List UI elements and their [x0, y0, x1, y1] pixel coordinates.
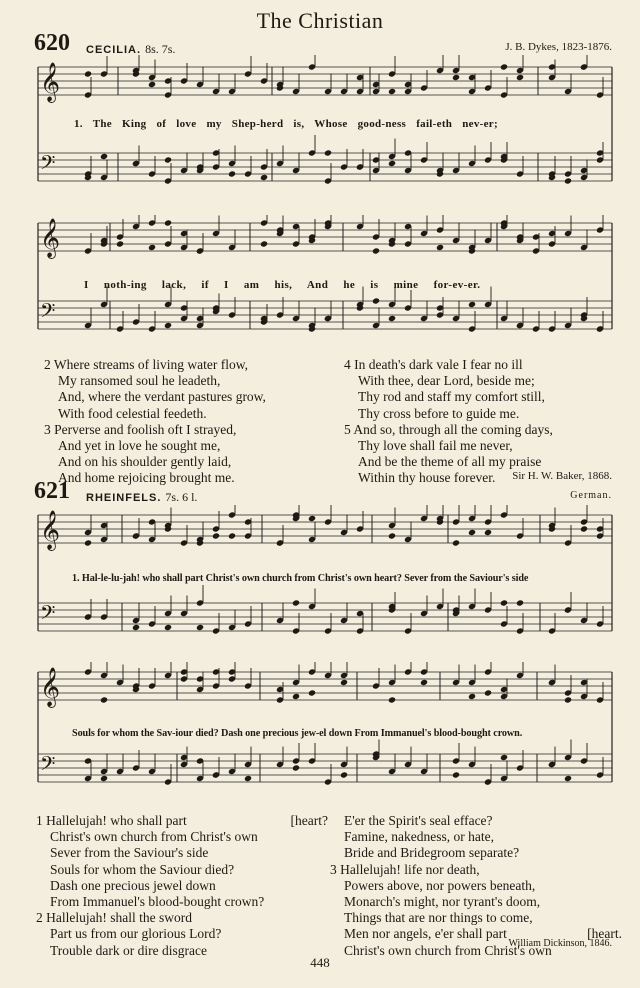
note-head: [564, 177, 572, 184]
note-head: [196, 624, 204, 631]
note-head: [468, 529, 476, 536]
verses-right: [330, 813, 622, 959]
lyric-line: 1. Hal-le-lu-jah! who shall part Christ's own church from Christ's own heart? Sever from the Saviour's side: [72, 573, 529, 584]
bass-clef: 𝄢: [40, 151, 56, 179]
note-head: [388, 160, 396, 167]
verse-line: Dash one precious jewel down: [50, 877, 216, 893]
verse-line: With food celestial feedeth.: [58, 405, 207, 421]
note-head: [164, 219, 172, 226]
bass-clef: 𝄢: [40, 601, 56, 629]
bass-clef: 𝄢: [40, 752, 56, 780]
note-head: [244, 775, 252, 782]
note-head: [484, 529, 492, 536]
turnover: [heart.: [587, 926, 622, 942]
verse-line: Monarch's might, nor tyrant's doom,: [344, 894, 541, 910]
note-head: [260, 174, 268, 181]
page-number: 448: [310, 955, 330, 970]
note-head: [164, 624, 172, 631]
note-head: [388, 532, 396, 539]
verse-line: E'er the Spirit's seal efface?: [344, 813, 493, 828]
verse-line: Men nor angels, e'er shall part [heart.: [344, 926, 622, 942]
verse-line: 3 Perverse and foolish oft I strayed,: [44, 421, 237, 437]
verse-line: And, where the verdant pastures grow,: [58, 389, 266, 405]
note-head: [500, 599, 508, 606]
treble-clef: 𝄞: [40, 218, 61, 258]
note-head: [308, 515, 316, 522]
note-head: [116, 240, 124, 247]
note-head: [452, 74, 460, 81]
page-title: The Christian: [256, 8, 384, 33]
note-head: [148, 81, 156, 88]
note-head: [324, 149, 332, 156]
verse-line: Powers above, nor powers beneath,: [344, 877, 536, 893]
note-head: [516, 599, 524, 606]
verse-line: Thy rod and staff my comfort still,: [358, 389, 545, 405]
note-head: [388, 315, 396, 322]
note-head: [84, 70, 92, 77]
verse-line: Bride and Bridegroom separate?: [344, 845, 520, 861]
bass-clef: 𝄢: [40, 299, 56, 327]
lyric-line: I noth-ing lack, if I am his, And he is mine for-ev-er.: [84, 279, 481, 291]
note-head: [212, 532, 220, 539]
verses-left: [36, 813, 328, 959]
note-head: [436, 244, 444, 251]
note-head: [340, 771, 348, 778]
verse-line: Christ's own church from Christ's own: [50, 829, 258, 845]
verse-line: And home rejoicing brought me.: [58, 470, 235, 486]
verse-line: Sever from the Saviour's side: [50, 845, 209, 861]
composer-credit: J. B. Dykes, 1823-1876.: [505, 41, 612, 53]
note-head: [452, 771, 460, 778]
note-head: [564, 775, 572, 782]
verse-line: 2 Hallelujah! shall the sword: [36, 910, 192, 926]
verse-line: Part us from our glorious Lord?: [50, 926, 222, 942]
treble-clef: 𝄞: [40, 667, 61, 707]
author-credit: Sir H. W. Baker, 1868.: [512, 470, 612, 482]
hymn-number: 620: [34, 30, 70, 56]
note-head: [228, 532, 236, 539]
verse-line: 3 Hallelujah! life nor death,: [330, 861, 480, 877]
treble-clef: 𝄞: [40, 62, 61, 102]
note-head: [420, 679, 428, 686]
note-head: [564, 696, 572, 703]
meter: 7s. 6 l.: [165, 490, 198, 504]
composer-credit: German.: [570, 490, 612, 501]
lyric-line: 1. The King of love my Shep-herd is, Whose good-ness fail-eth nev-er;: [74, 118, 498, 130]
note-head: [484, 689, 492, 696]
note-head: [388, 696, 396, 703]
note-head: [468, 301, 476, 308]
note-head: [100, 775, 108, 782]
note-head: [372, 247, 380, 254]
note-head: [340, 679, 348, 686]
verse-line: 5 And so, through all the coming days,: [344, 421, 553, 437]
verses-left: [44, 357, 266, 487]
verse-line: 1 Hallelujah! who shall part [heart?: [36, 813, 328, 828]
tune-name: RHEINFELS.: [86, 492, 162, 504]
verse-line: And on his shoulder gently laid,: [58, 454, 232, 470]
note-head: [388, 88, 396, 95]
note-head: [500, 754, 508, 761]
verse-line: From Immanuel's blood-bought crown?: [50, 894, 265, 910]
note-head: [84, 539, 92, 546]
verse-line: Things that are nor things to come,: [344, 910, 533, 926]
tune-heading: [86, 488, 197, 506]
note-head: [292, 693, 300, 700]
note-head: [372, 297, 380, 304]
note-head: [500, 63, 508, 70]
note-head: [100, 153, 108, 160]
verse-line: Famine, nakedness, or hate,: [344, 829, 494, 845]
note-head: [292, 764, 300, 771]
verse-line: Trouble dark or dire disgrace: [50, 942, 207, 958]
turnover: [heart?: [290, 813, 328, 828]
note-head: [164, 156, 172, 163]
author-credit: William Dickinson, 1846.: [508, 938, 612, 949]
verse-line: With thee, dear Lord, beside me;: [358, 373, 535, 389]
note-head: [260, 240, 268, 247]
note-head: [308, 689, 316, 696]
hymn-number: 621: [34, 478, 70, 504]
note-head: [452, 539, 460, 546]
note-head: [100, 696, 108, 703]
note-head: [228, 170, 236, 177]
verse-line: My ransomed soul he leadeth,: [58, 373, 221, 389]
note-head: [292, 599, 300, 606]
note-head: [132, 624, 140, 631]
tune-name: CECILIA.: [86, 44, 142, 56]
note-head: [164, 322, 172, 329]
verse-line: Thy cross before to guide me.: [358, 405, 520, 421]
note-head: [580, 525, 588, 532]
verse-line: 4 In death's dark vale I fear no ill: [344, 357, 523, 372]
meter: 8s. 7s.: [145, 42, 176, 56]
note-head: [468, 693, 476, 700]
verse-line: And be the theme of all my praise: [358, 454, 542, 470]
verses-right: [344, 357, 553, 487]
verse-line: Souls for whom the Saviour died?: [50, 861, 235, 877]
verse-line: Christ's own church from Christ's own: [344, 942, 552, 958]
treble-clef: 𝄞: [40, 510, 61, 550]
verse-line: And yet in love he sought me,: [58, 438, 221, 454]
verse-line: Thy love shall fail me never,: [358, 438, 513, 454]
note-head: [148, 244, 156, 251]
verse-line: Within thy house forever.: [358, 470, 496, 486]
note-head: [516, 74, 524, 81]
verse-line: 2 Where streams of living water flow,: [44, 357, 248, 372]
lyric-line: Souls for whom the Sav-iour died? Dash one precious jew-el down From Immanuel's blood-bought crown.: [72, 728, 523, 739]
